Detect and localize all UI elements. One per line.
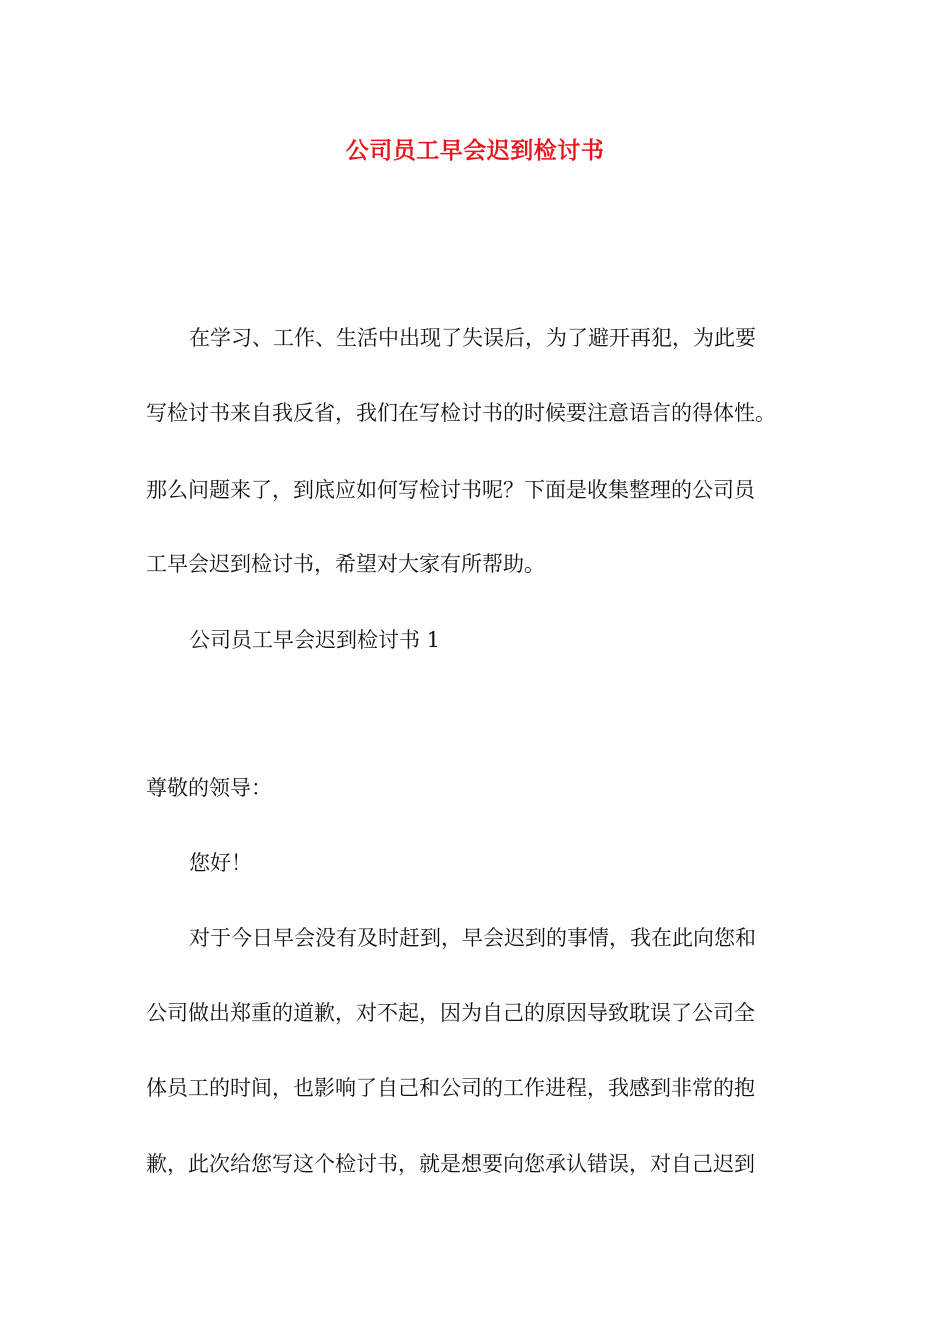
- intro-line-4: 工早会迟到检讨书，希望对大家有所帮助。: [146, 552, 545, 576]
- document-title: 公司员工早会迟到检讨书: [345, 137, 605, 164]
- section-heading: 公司员工早会迟到检讨书 1: [189, 628, 441, 652]
- intro-line-2: 写检讨书来自我反省，我们在写检讨书的时候要注意语言的得体性。: [146, 401, 776, 425]
- intro-line-1: 在学习、工作、生活中出现了失误后，为了避开再犯，为此要: [189, 326, 756, 350]
- greeting: 您好！: [189, 851, 252, 875]
- salutation: 尊敬的领导：: [146, 776, 272, 800]
- body-line-4: 歉，此次给您写这个检讨书，就是想要向您承认错误，对自己迟到: [146, 1152, 755, 1176]
- body-line-1: 对于今日早会没有及时赶到，早会迟到的事情，我在此向您和: [189, 926, 756, 950]
- intro-line-3: 那么问题来了，到底应如何写检讨书呢？下面是收集整理的公司员: [146, 478, 755, 502]
- body-line-2: 公司做出郑重的道歉，对不起，因为自己的原因导致耽误了公司全: [146, 1001, 755, 1025]
- body-line-3: 体员工的时间，也影响了自己和公司的工作进程，我感到非常的抱: [146, 1076, 755, 1100]
